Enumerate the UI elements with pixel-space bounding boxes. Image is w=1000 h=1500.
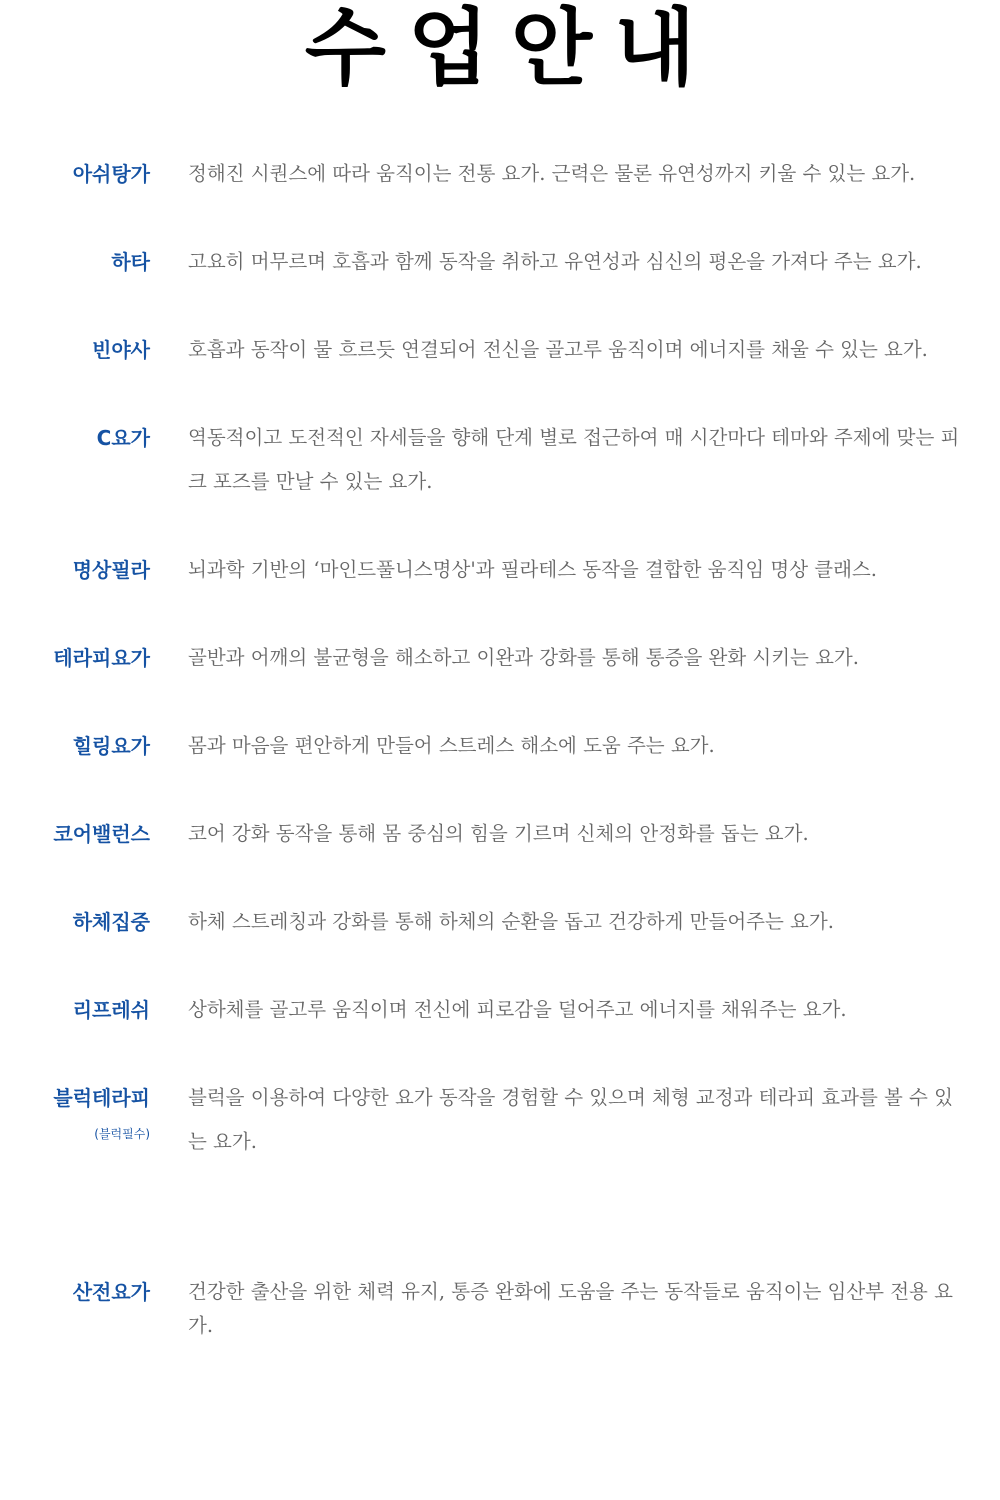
class-name (73, 556, 150, 584)
class-description: 몸과 마음을 편안하게 만들어 스트레스 해소에 도움 주는 요가. (188, 734, 715, 757)
class-name-label: 코어밸런스 (53, 822, 150, 846)
class-name-label: 힐링요가 (72, 734, 150, 758)
class-description: 골반과 어깨의 불균형을 해소하고 이완과 강화를 통해 통증을 완화 시키는 요가. (188, 646, 859, 669)
class-name-label: C요가 (96, 426, 150, 450)
class-description: 뇌과학 기반의 ‘마인드풀니스명상'과 필라테스 동작을 결합한 움직임 명상 클래스. (188, 558, 877, 581)
class-description: 블럭을 이용하여 다양한 요가 동작을 경험할 수 있으며 체형 교정과 테라피 효과를 볼 수 있는 요가. (188, 1086, 953, 1153)
class-description: 고요히 머무르며 호흡과 함께 동작을 취하고 유연성과 심신의 평온을 가져다 주는 요가. (188, 250, 922, 273)
class-name (53, 1084, 150, 1142)
class-description: 정해진 시퀀스에 따라 움직이는 전통 요가. 근력은 물론 유연성까지 키울 수 있는 요가. (188, 162, 916, 185)
page-title: 수업안내 (304, 0, 718, 97)
class-name (97, 424, 150, 452)
class-name (73, 732, 150, 760)
class-name-label: 하체집중 (72, 910, 150, 934)
class-description: 상하체를 골고루 움직이며 전신에 피로감을 덜어주고 에너지를 채워주는 요가. (188, 998, 847, 1021)
class-name (73, 1278, 150, 1306)
class-name-label: 명상필라 (72, 558, 150, 582)
class-name-label: 하타 (111, 250, 150, 274)
class-name-label: 블럭테라피 (53, 1086, 150, 1110)
class-name-label: 테라피요가 (53, 646, 150, 670)
class-name (92, 336, 150, 364)
class-name-label: 아쉬탕가 (72, 162, 150, 186)
class-name-label: 리프레쉬 (72, 998, 150, 1022)
class-description: 호흡과 동작이 물 흐르듯 연결되어 전신을 골고루 움직이며 에너지를 채울 수 있는 요가. (188, 338, 928, 361)
class-name (53, 644, 150, 672)
class-description: 역동적이고 도전적인 자세들을 향해 단계 별로 접근하여 매 시간마다 테마와 주제에 맞는 피크 포즈를 만날 수 있는 요가. (188, 426, 960, 493)
class-name (73, 160, 150, 188)
class-name-label: 산전요가 (72, 1280, 150, 1304)
class-description: 코어 강화 동작을 통해 몸 중심의 힘을 기르며 신체의 안정화를 돕는 요가. (188, 822, 809, 845)
class-name (53, 820, 150, 848)
class-name (111, 248, 150, 276)
class-name-note: (블럭필수) (94, 1127, 150, 1141)
class-name (73, 996, 150, 1024)
class-name-label: 빈야사 (92, 338, 150, 362)
class-description: 하체 스트레칭과 강화를 통해 하체의 순환을 돕고 건강하게 만들어주는 요가. (188, 910, 834, 933)
class-name (73, 908, 150, 936)
class-description: 건강한 출산을 위한 체력 유지, 통증 완화에 도움을 주는 동작들로 움직이는 임산부 전용 요가. (188, 1280, 953, 1337)
